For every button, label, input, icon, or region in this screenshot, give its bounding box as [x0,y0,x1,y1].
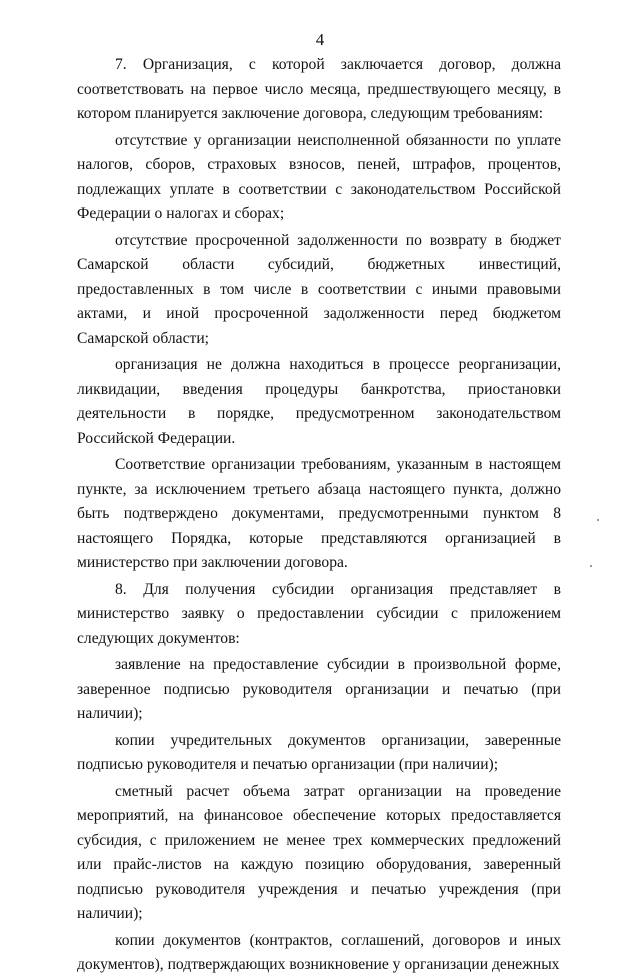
document-item-founding-documents: копии учредительных документов организации, заверенные подписью руководителя и печатью организации (при наличии); [77,731,561,773]
document-body [77,53,561,978]
requirement-no-overdue-budget-debt: отсутствие просроченной задолженности по возврату в бюджет Самарской области субсидий, бюджетных инвестиций, предоставленных в том числе в соответствии с иными правовыми актами, и иной просроченной задолженности перед бюджетом Самарской области; [77,231,561,347]
paragraph-8-intro: 8. Для получения субсидии организация представляет в министерство заявку о предоставлении субсидии с приложением следующих документов: [77,580,561,647]
paragraph-7-intro: 7. Организация, с которой заключается договор, должна соответствовать на первое число месяца, предшествующего месяцу, в котором планируется заключение договора, следующим требованиям: [77,56,561,122]
document-item-contract-copies: копии документов (контрактов, соглашений, договоров и иных документов), подтверждающих возникновение у организации денежных [77,931,561,973]
scan-speck [590,565,592,567]
document-item-cost-estimate: сметный расчет объема затрат организации на проведение мероприятий, на финансовое обеспечение которых предоставляется субсидия, с приложением не менее трех коммерческих предложений или прайс-листов на каждую позицию оборудования, заверенный подписью руководителя учреждения и печатью учреждения (при наличии); [77,782,561,922]
document-item-application: заявление на предоставление субсидии в произвольной форме, заверенное подписью руководителя организации и печатью (при наличии); [77,656,561,722]
compliance-confirmation-paragraph: Соответствие организации требованиям, указанным в настоящем пункте, за исключением третьего абзаца настоящего пункта, должно быть подтверждено документами, предусмотренными пунктом 8 настоящего Порядка, которые представляются организацией в министерство при заключении договора. [77,456,561,571]
requirement-not-in-liquidation: организация не должна находиться в процессе реорганизации, ликвидации, введения процедуры банкротства, приостановки деятельности в порядке, предусмотренном законодательством Российской Федерации. [77,356,561,447]
page-number: 4 [315,30,325,49]
requirement-no-tax-debt: отсутствие у организации неисполненной обязанности по уплате налогов, сборов, страховых взносов, пеней, штрафов, процентов, подлежащих уплате в соответствии с законодательством Российской Федерации о налогах и сборах; [77,131,561,222]
scan-speck [597,519,599,521]
